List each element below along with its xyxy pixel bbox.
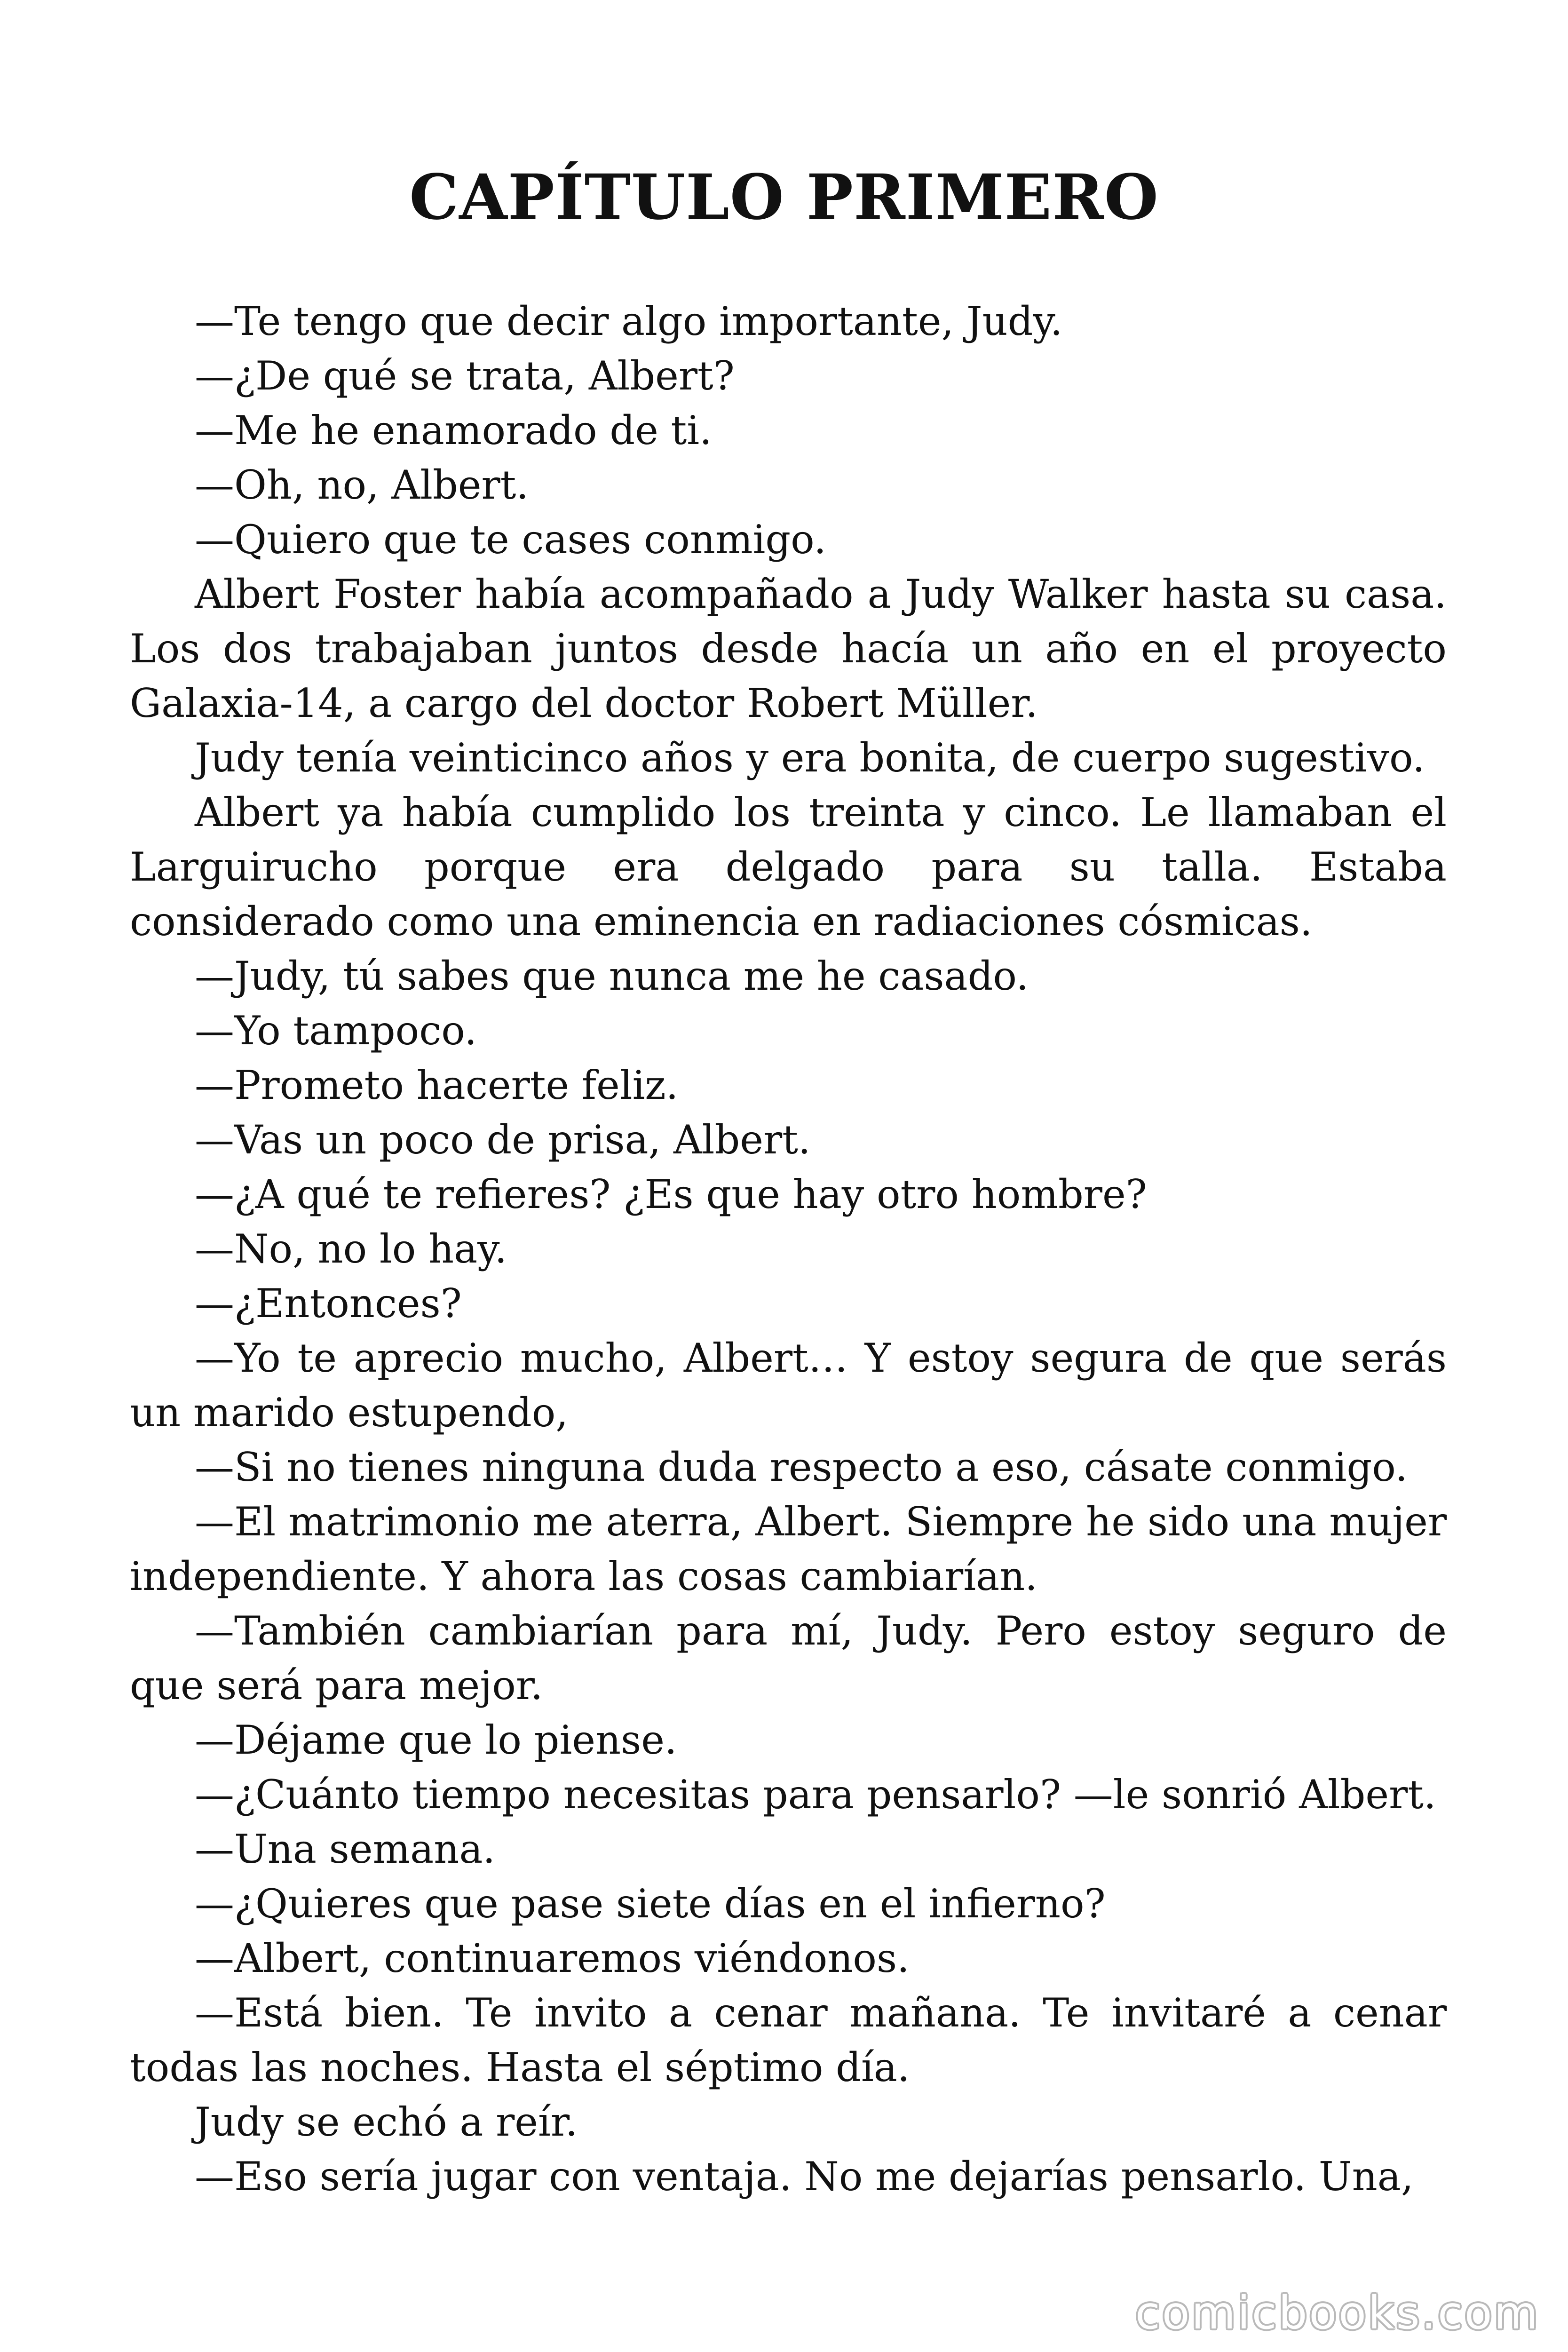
paragraph: —Una semana. (195, 1826, 496, 1872)
paragraph: —También cambiarían para mí, Judy. Pero estoy seguro de que será para mejor. (130, 1608, 1447, 1708)
paragraph: —Te tengo que decir algo importante, Judy. (195, 298, 1063, 344)
paragraph: —Si no tienes ninguna duda respecto a eso, cásate conmigo. (195, 1444, 1408, 1490)
watermark: comicbooks.com (1135, 2287, 1540, 2339)
paragraph: —Eso sería jugar con ventaja. No me dejarías pensarlo. Una, (195, 2153, 1414, 2200)
chapter-title: CAPÍTULO PRIMERO (409, 161, 1159, 234)
paragraph: —Déjame que lo piense. (195, 1717, 677, 1763)
paragraph: —Judy, tú sabes que nunca me he casado. (195, 953, 1029, 999)
paragraph: —¿A qué te refieres? ¿Es que hay otro hombre? (195, 1171, 1147, 1217)
chapter-body (130, 294, 1447, 2204)
paragraph: —No, no lo hay. (195, 1226, 507, 1272)
paragraph: —¿De qué se trata, Albert? (195, 353, 735, 399)
paragraph: —Yo te aprecio mucho, Albert… Y estoy segura de que serás un marido estupendo, (130, 1335, 1447, 1436)
paragraph: Albert ya había cumplido los treinta y cinco. Le llamaban el Larguirucho porque era delgado para su talla. Estaba considerado como una eminencia en radiaciones cósmicas. (130, 789, 1447, 945)
paragraph: —Oh, no, Albert. (195, 462, 529, 508)
paragraph: —Yo tampoco. (195, 1008, 477, 1054)
paragraph: —¿Entonces? (195, 1280, 462, 1327)
paragraph: —Albert, continuaremos viéndonos. (195, 1935, 910, 1981)
paragraph: —¿Quieres que pase siete días en el infierno? (195, 1881, 1106, 1927)
paragraph: —El matrimonio me aterra, Albert. Siempre he sido una mujer independiente. Y ahora las cosas cambiarían. (130, 1499, 1447, 1599)
paragraph: —Está bien. Te invito a cenar mañana. Te invitaré a cenar todas las noches. Hasta el séptimo día. (130, 1990, 1447, 2090)
paragraph: —Prometo hacerte feliz. (195, 1062, 679, 1108)
paragraph: —¿Cuánto tiempo necesitas para pensarlo? —le sonrió Albert. (195, 1772, 1436, 1818)
paragraph: —Quiero que te cases conmigo. (195, 516, 826, 563)
paragraph: Judy tenía veinticinco años y era bonita, de cuerpo sugestivo. (195, 735, 1425, 781)
paragraph: —Vas un poco de prisa, Albert. (195, 1117, 811, 1163)
paragraph: Albert Foster había acompañado a Judy Walker hasta su casa. Los dos trabajaban juntos desde hacía un año en el proyecto Galaxia-14, a cargo del doctor Robert Müller. (130, 571, 1447, 726)
paragraph: Judy se echó a reír. (195, 2099, 578, 2145)
paragraph: —Me he enamorado de ti. (195, 407, 712, 453)
